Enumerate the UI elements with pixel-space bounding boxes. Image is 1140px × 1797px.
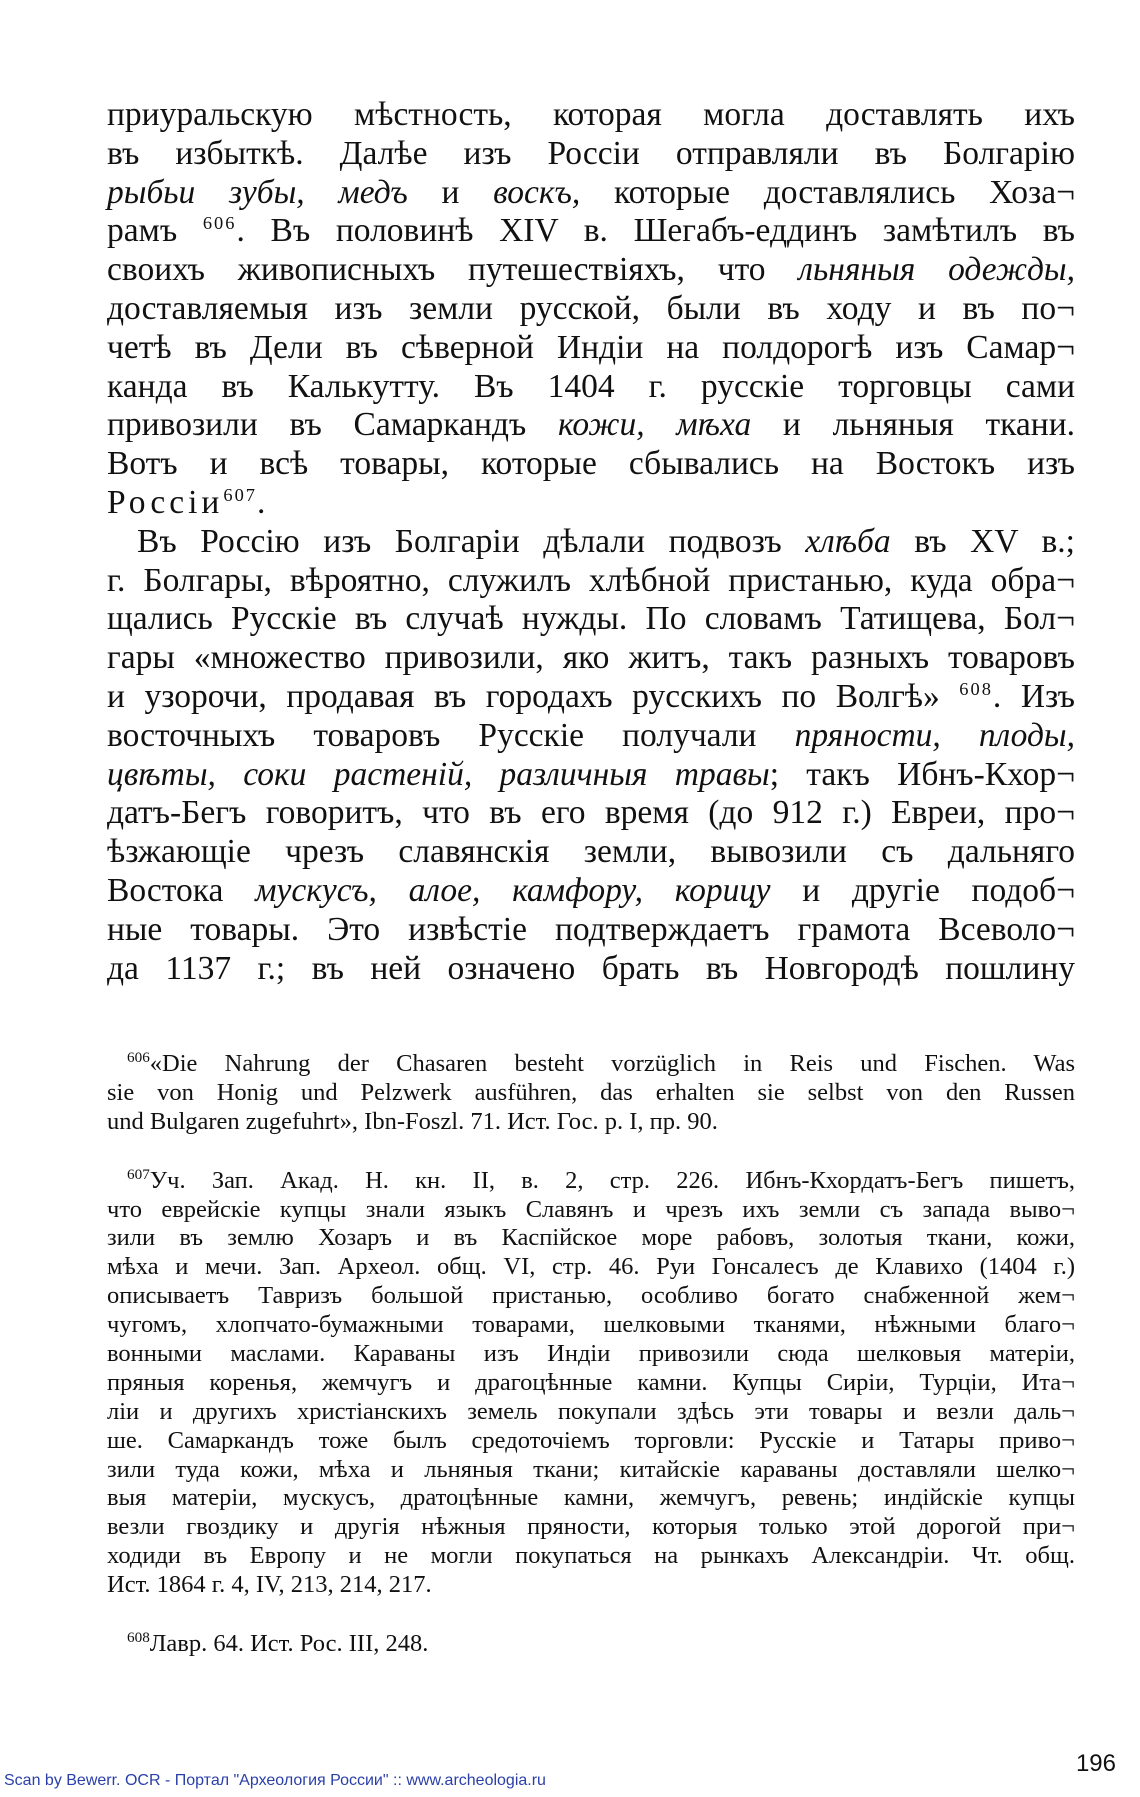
text-span: рамъ — [107, 212, 203, 250]
footnote-text: Лавр. 64. Ист. Рос. III, 248. — [149, 1630, 429, 1658]
italic-term: хлѣба — [805, 522, 891, 560]
text-line-16 — [107, 678, 1075, 717]
text-line-12 — [107, 523, 1075, 562]
footnote-ref-606[interactable]: 606 — [202, 213, 237, 234]
footnote-ref-608[interactable]: 608 — [959, 678, 993, 699]
text-line-23: да 1137 г.; въ ней означено брать въ Новгородѣ пошлину — [107, 949, 1075, 987]
text-span: . Изъ — [992, 677, 1075, 715]
italic-term: льняныя одежды, — [798, 251, 1075, 289]
text-line-15: гары «множество привозили, яко житъ, такъ разныхъ товаровъ — [107, 639, 1075, 677]
footnote-number: 607 — [127, 1165, 150, 1183]
footnote-line: мѣха и мечи. Зап. Археол. общ. VI, стр. 46. Руи Гонсалесъ де Клавихо (1404 г.) — [107, 1253, 1075, 1281]
footnote-line: sie von Honig und Pelzwerk ausführen, das erhalten sie selbst von den Russen — [107, 1078, 1075, 1106]
footnote-line: выя матеріи, мускусъ, дратоцѣнные камни, жемчугъ, ревень; индійскіе купцы — [107, 1484, 1075, 1512]
footnote-line: und Bulgaren zugefuhrt», Ibn-Foszl. 71. Ист. Гос. р. I, пр. 90. — [107, 1107, 718, 1135]
text-line-21 — [107, 872, 1075, 911]
italic-term: рыбьи зубы, — [107, 173, 305, 211]
footnote-line: везли гвоздику и другія нѣжныя пряности, которыя только этой дорогой при¬ — [107, 1513, 1075, 1541]
text-line-2: въ избыткѣ. Далѣе изъ Россіи отправляли въ Болгарію — [107, 134, 1075, 172]
text-line-18 — [107, 756, 1075, 795]
text-span: которые доставлялись Хоза¬ — [580, 173, 1076, 211]
text-line-9 — [107, 406, 1075, 445]
text-line-11 — [107, 484, 1075, 523]
text-line-3 — [107, 174, 1075, 213]
footnote-line: что еврейскіе купцы знали языкъ Славянъ и чрезъ ихъ земли съ запада выво¬ — [107, 1195, 1075, 1223]
footnote-line: описываетъ Тавризъ большой пристанью, особливо богато снабженной жем¬ — [107, 1282, 1075, 1310]
footnote-line: зили туда кожи, мѣха и льняныя ткани; китайскіе караваны доставляли шелко¬ — [107, 1455, 1075, 1483]
text-line-10: Вотъ и всѣ товары, которые сбывались на Востокъ изъ — [107, 445, 1075, 483]
text-span: восточныхъ товаровъ Русскіе получали — [107, 716, 795, 754]
italic-term: медъ — [304, 173, 408, 211]
footnote-number: 608 — [127, 1628, 150, 1646]
italic-term: цвѣты, соки растеній, различныя травы — [107, 755, 770, 793]
text-line-7: четѣ въ Дели въ сѣверной Индіи на полдорогѣ изъ Самар¬ — [107, 328, 1075, 366]
text-span: . Въ половинѣ XIV в. Шегабъ-еддинъ замѣтилъ въ — [236, 212, 1076, 250]
footnote-line — [107, 1050, 1075, 1079]
text-span: въ XV в.; — [890, 522, 1075, 560]
footnote-ref-607[interactable]: 607 — [223, 484, 257, 505]
footnotes-section — [107, 1050, 1075, 1689]
footnote-608 — [107, 1630, 1075, 1659]
footnote-607 — [107, 1167, 1075, 1600]
footnote-606 — [107, 1050, 1075, 1137]
footnote-line: ліи и другихъ христіанскихъ земель покупали здѣсь эти товары и везли даль¬ — [107, 1397, 1075, 1425]
main-text-block — [107, 96, 1075, 988]
footnote-text: «Die Nahrung der Chasaren besteht vorzüglich in Reis und Fischen. Was — [149, 1050, 1075, 1077]
footnote-line: вонными маслами. Караваны изъ Индіи привозили сюда шелковыя матеріи, — [107, 1340, 1075, 1368]
text-line-22: ные товары. Это извѣстіе подтверждаетъ грамота Всеволо¬ — [107, 910, 1075, 948]
text-line-4 — [107, 212, 1075, 251]
text-span: и — [407, 173, 494, 211]
text-line-17 — [107, 717, 1075, 756]
italic-term: кожи, мѣха — [557, 406, 752, 444]
footnote-line: чугомъ, хлопчато-бумажными товарами, шелковыми тканями, нѣжными благо¬ — [107, 1311, 1075, 1339]
text-span: и узорочи, продавая въ городахъ русскихъ по Волгѣ» — [107, 677, 960, 715]
text-line-5 — [107, 251, 1075, 290]
footnote-line: ше. Самаркандъ тоже былъ средоточіемъ торговли: Русскіе и Татары приво¬ — [107, 1426, 1075, 1454]
italic-term: воскъ, — [493, 173, 581, 211]
italic-term: мускусъ, алое, камфору, корицу — [255, 871, 771, 909]
scan-source-link[interactable]: Scan by Bewerr. OCR - Портал "Археология России" :: www.archeologia.ru — [4, 1772, 546, 1789]
footnote-text: Уч. Зап. Акад. Н. кн. II, в. 2, стр. 226. Ибнъ-Кхордатъ-Бегъ пишетъ, — [149, 1166, 1075, 1194]
footnote-line: Ист. 1864 г. 4, IV, 213, 214, 217. — [107, 1571, 432, 1599]
text-span: Востока — [107, 871, 256, 909]
text-span: Россіи — [107, 483, 224, 521]
footnote-line — [107, 1167, 1075, 1196]
text-line-19: датъ-Бегъ говоритъ, что въ его время (до 912 г.) Евреи, про¬ — [107, 794, 1075, 832]
text-span: привозили въ Самаркандъ — [107, 406, 558, 444]
text-span: ; такъ Ибнъ-Кхор¬ — [769, 755, 1075, 793]
page-number: 196 — [1075, 1750, 1116, 1777]
footnote-line: пряныя коренья, жемчугъ и драгоцѣнные камни. Купцы Сиріи, Турціи, Ита¬ — [107, 1368, 1075, 1396]
text-span: и другіе подоб¬ — [770, 871, 1075, 909]
text-line-20: ѣзжающіе чрезъ славянскія земли, вывозили съ дальняго — [107, 833, 1075, 871]
text-span: . — [256, 483, 266, 521]
text-span: и льняныя ткани. — [751, 406, 1075, 444]
text-span: своихъ живописныхъ путешествіяхъ, что — [107, 251, 799, 289]
text-line-14: щались Русскіе въ случаѣ нужды. По словамъ Татищева, Бол¬ — [107, 600, 1075, 638]
text-line-8: канда въ Калькутту. Въ 1404 г. русскіе торговцы сами — [107, 367, 1075, 405]
footnote-line: зили въ землю Хозаръ и въ Каспійское море рабовъ, золотыя ткани, кожи, — [107, 1224, 1075, 1252]
italic-term: пряности, плоды, — [794, 716, 1075, 754]
footnote-number: 606 — [127, 1048, 150, 1066]
text-line-6: доставляемыя изъ земли русской, были въ ходу и въ по¬ — [107, 289, 1075, 327]
text-line-1: приуральскую мѣстность, которая могла доставлять ихъ — [107, 96, 1075, 133]
footnote-line — [107, 1630, 1075, 1659]
text-span: Въ Россію изъ Болгаріи дѣлали подвозъ — [137, 522, 806, 560]
footnote-line: ходиди въ Европу и не могли покупаться на рынкахъ Александріи. Чт. общ. — [107, 1542, 1075, 1570]
text-line-13: г. Болгары, вѣроятно, служилъ хлѣбной пристанью, куда обра¬ — [107, 561, 1075, 599]
